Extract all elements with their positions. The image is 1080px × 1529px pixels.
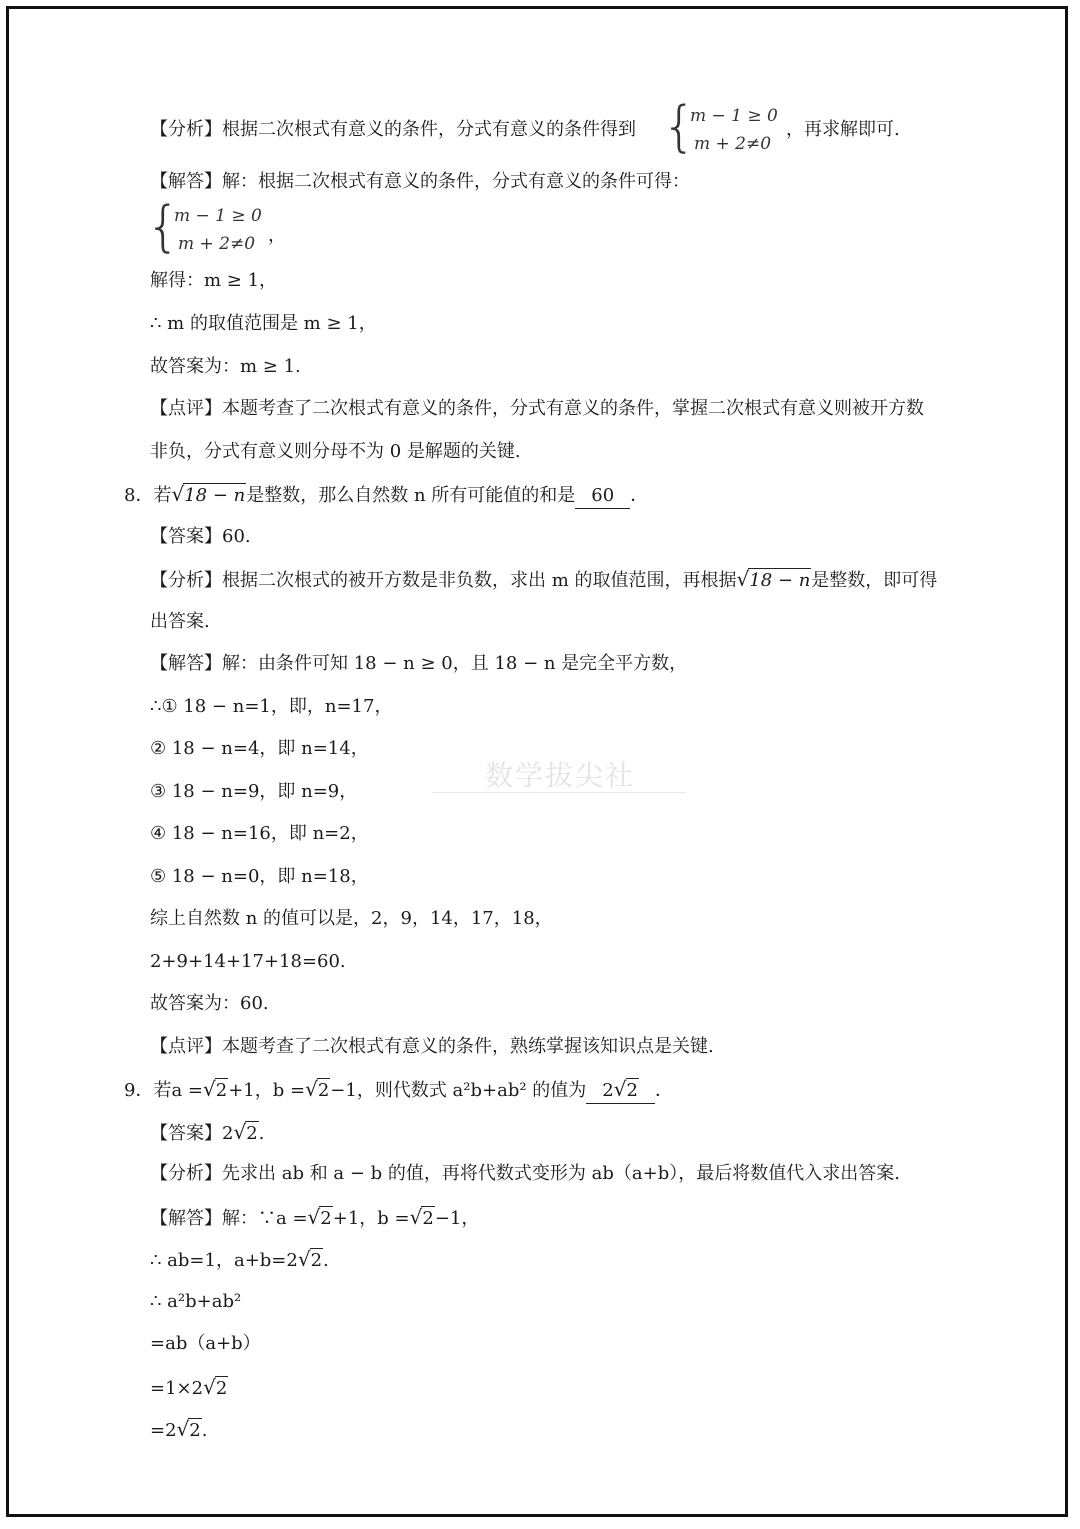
q8-summary: 综上自然数 n 的值可以是，2，9，14，17，18， <box>150 908 553 929</box>
q9-radicand-a: 2 <box>215 1080 228 1101</box>
q9-sol-radicand-b: 2 <box>422 1208 434 1229</box>
q7-comment-1: 【点评】本题考查了二次根式有意义的条件，分式有意义的条件，掌握二次根式有意义则被开方数 <box>150 398 924 419</box>
sqrt-symbol: √ <box>233 1120 247 1144</box>
q9-sol-a-def: a = <box>276 1208 308 1229</box>
q8-analysis-pre: 【分析】根据二次根式的被开方数是非负数，求出 m 的取值范围，再根据 <box>150 570 737 591</box>
q8-comment: 【点评】本题考查了二次根式有意义的条件，熟练掌握该知识点是关键. <box>150 1036 714 1057</box>
q7-solution-intro: 【解答】解：根据二次根式有意义的条件，分式有意义的条件可得： <box>150 171 690 192</box>
q9-step-1 <box>150 1247 329 1273</box>
q9-stem-end: ． <box>654 1080 673 1101</box>
q7-analysis-ineq-1: m − 1 ≥ 0 <box>690 106 778 126</box>
q9-step-4-radicand: 2 <box>215 1378 228 1399</box>
q7-analysis-prefix: 【分析】根据二次根式有意义的条件，分式有意义的条件得到 <box>150 119 636 140</box>
q9-analysis: 【分析】先求出 ab 和 a − b 的值，再将代数式变形为 ab（a+b），最后将数值代入求出答案. <box>150 1163 900 1184</box>
q8-stem-end: ． <box>630 485 649 506</box>
q8-solution-1: 【解答】解：由条件可知 18 − n ≥ 0，且 18 − n 是完全平方数， <box>150 653 688 674</box>
q7-analysis <box>150 118 636 142</box>
q9-solution-pre: 【解答】解：∵ <box>150 1208 276 1229</box>
q7-solution-brace: { <box>146 195 181 258</box>
q7-solution-system <box>174 202 262 258</box>
q7-solution-ineq-1: m − 1 ≥ 0 <box>174 206 262 226</box>
q9-solution <box>150 1205 479 1231</box>
sqrt-symbol: √ <box>203 1375 216 1399</box>
q7-analysis-brace: { <box>662 95 697 158</box>
q8-analysis-post: 是整数，即可得 <box>811 570 938 591</box>
q8-sum: 2+9+14+17+18=60. <box>150 951 346 972</box>
q9-stem-pre: 若 <box>153 1080 172 1101</box>
q8-analysis-radicand: 18 − n <box>749 570 811 591</box>
q8-number: 8． <box>124 485 154 506</box>
q8-final: 故答案为：60. <box>150 993 269 1014</box>
q9-answer-pre: 【答案】2 <box>150 1123 234 1144</box>
q9-step-3: =ab（a+b） <box>150 1333 261 1354</box>
q8-case-2: ② 18 − n=4，即 n=14， <box>150 738 369 759</box>
q8-answer: 【答案】60. <box>150 526 251 547</box>
q7-solve: 解得：m ≥ 1， <box>150 270 278 291</box>
watermark: 数学拔尖社 <box>484 759 635 792</box>
q8-case-5: ⑤ 18 − n=0，即 n=18， <box>150 866 369 887</box>
q9-step-5 <box>150 1417 207 1443</box>
q9-stem-mid: 则代数式 a²b+ab² 的值为 <box>374 1080 587 1101</box>
q7-system-comma: ， <box>268 225 286 246</box>
q9-step-5-radicand: 2 <box>189 1420 201 1441</box>
watermark-rule <box>432 792 686 793</box>
q9-step-5-pre: =2 <box>150 1420 177 1441</box>
q9-blank-radicand: 2 <box>626 1080 638 1101</box>
q7-therefore: ∴ m 的取值范围是 m ≥ 1， <box>150 313 377 334</box>
q9-sol-plus-one: +1， <box>332 1208 378 1229</box>
sqrt-symbol: √ <box>171 482 185 506</box>
q7-analysis-suffix: ，再求解即可. <box>786 119 900 140</box>
sqrt-symbol: √ <box>736 567 750 591</box>
q8-analysis-2: 出答案. <box>150 611 210 632</box>
sqrt-symbol: √ <box>409 1205 423 1229</box>
q9-minus-one: −1， <box>330 1080 375 1101</box>
q7-comment-2: 非负，分式有意义则分母不为 0 是解题的关键. <box>150 441 521 462</box>
q8-answer-blank: 60 <box>575 484 630 509</box>
q9-radicand-b: 2 <box>317 1080 330 1101</box>
q9-step-1-pre: ∴ ab=1，a+b=2 <box>150 1250 298 1271</box>
q9-step-5-period: . <box>201 1420 208 1441</box>
q7-final: 故答案为：m ≥ 1. <box>150 356 301 377</box>
q9-sol-b-def: b = <box>377 1208 410 1229</box>
q9-step-4 <box>150 1375 228 1401</box>
q9-blank-coef: 2 <box>602 1080 614 1101</box>
q9-number: 9． <box>124 1080 154 1101</box>
q9-answer-period: . <box>258 1123 265 1144</box>
q9-plus-one: +1， <box>228 1080 273 1101</box>
sqrt-symbol: √ <box>613 1077 627 1101</box>
q8-case-3: ③ 18 − n=9，即 n=9， <box>150 781 358 802</box>
q9-answer <box>150 1120 264 1146</box>
q9-answer-radicand: 2 <box>246 1123 258 1144</box>
q7-solution-ineq-2: m + 2≠0 <box>178 234 256 254</box>
sqrt-symbol: √ <box>307 1205 321 1229</box>
q9-sol-radicand-a: 2 <box>320 1208 332 1229</box>
q9-step-4-pre: =1×2 <box>150 1378 204 1399</box>
sqrt-symbol: √ <box>176 1417 190 1441</box>
q9-answer-blank <box>586 1077 655 1104</box>
q9-step-1-radicand: 2 <box>310 1250 323 1271</box>
q8-case-4: ④ 18 − n=16，即 n=2， <box>150 823 369 844</box>
q8-stem-pre: 若 <box>153 485 172 506</box>
q8-stem-mid: 是整数，那么自然数 n 所有可能值的和是 <box>246 485 576 506</box>
q8-case-1: ∴① 18 − n=1，即，n=17， <box>150 696 393 717</box>
q8-radicand: 18 − n <box>184 485 246 506</box>
q9-stem <box>124 1077 673 1104</box>
q9-step-1-period: . <box>323 1250 329 1271</box>
q8-analysis-1 <box>150 567 937 593</box>
q7-analysis-system <box>690 102 778 158</box>
sqrt-symbol: √ <box>203 1077 216 1101</box>
sqrt-symbol: √ <box>297 1247 311 1271</box>
q8-stem <box>124 482 648 509</box>
q9-sol-minus-one: −1， <box>434 1208 480 1229</box>
q9-step-2: ∴ a²b+ab² <box>150 1291 242 1312</box>
sqrt-symbol: √ <box>305 1077 318 1101</box>
q9-b-def: b = <box>272 1080 306 1101</box>
q9-a-def: a = <box>171 1080 203 1101</box>
q7-analysis-ineq-2: m + 2≠0 <box>694 134 772 154</box>
